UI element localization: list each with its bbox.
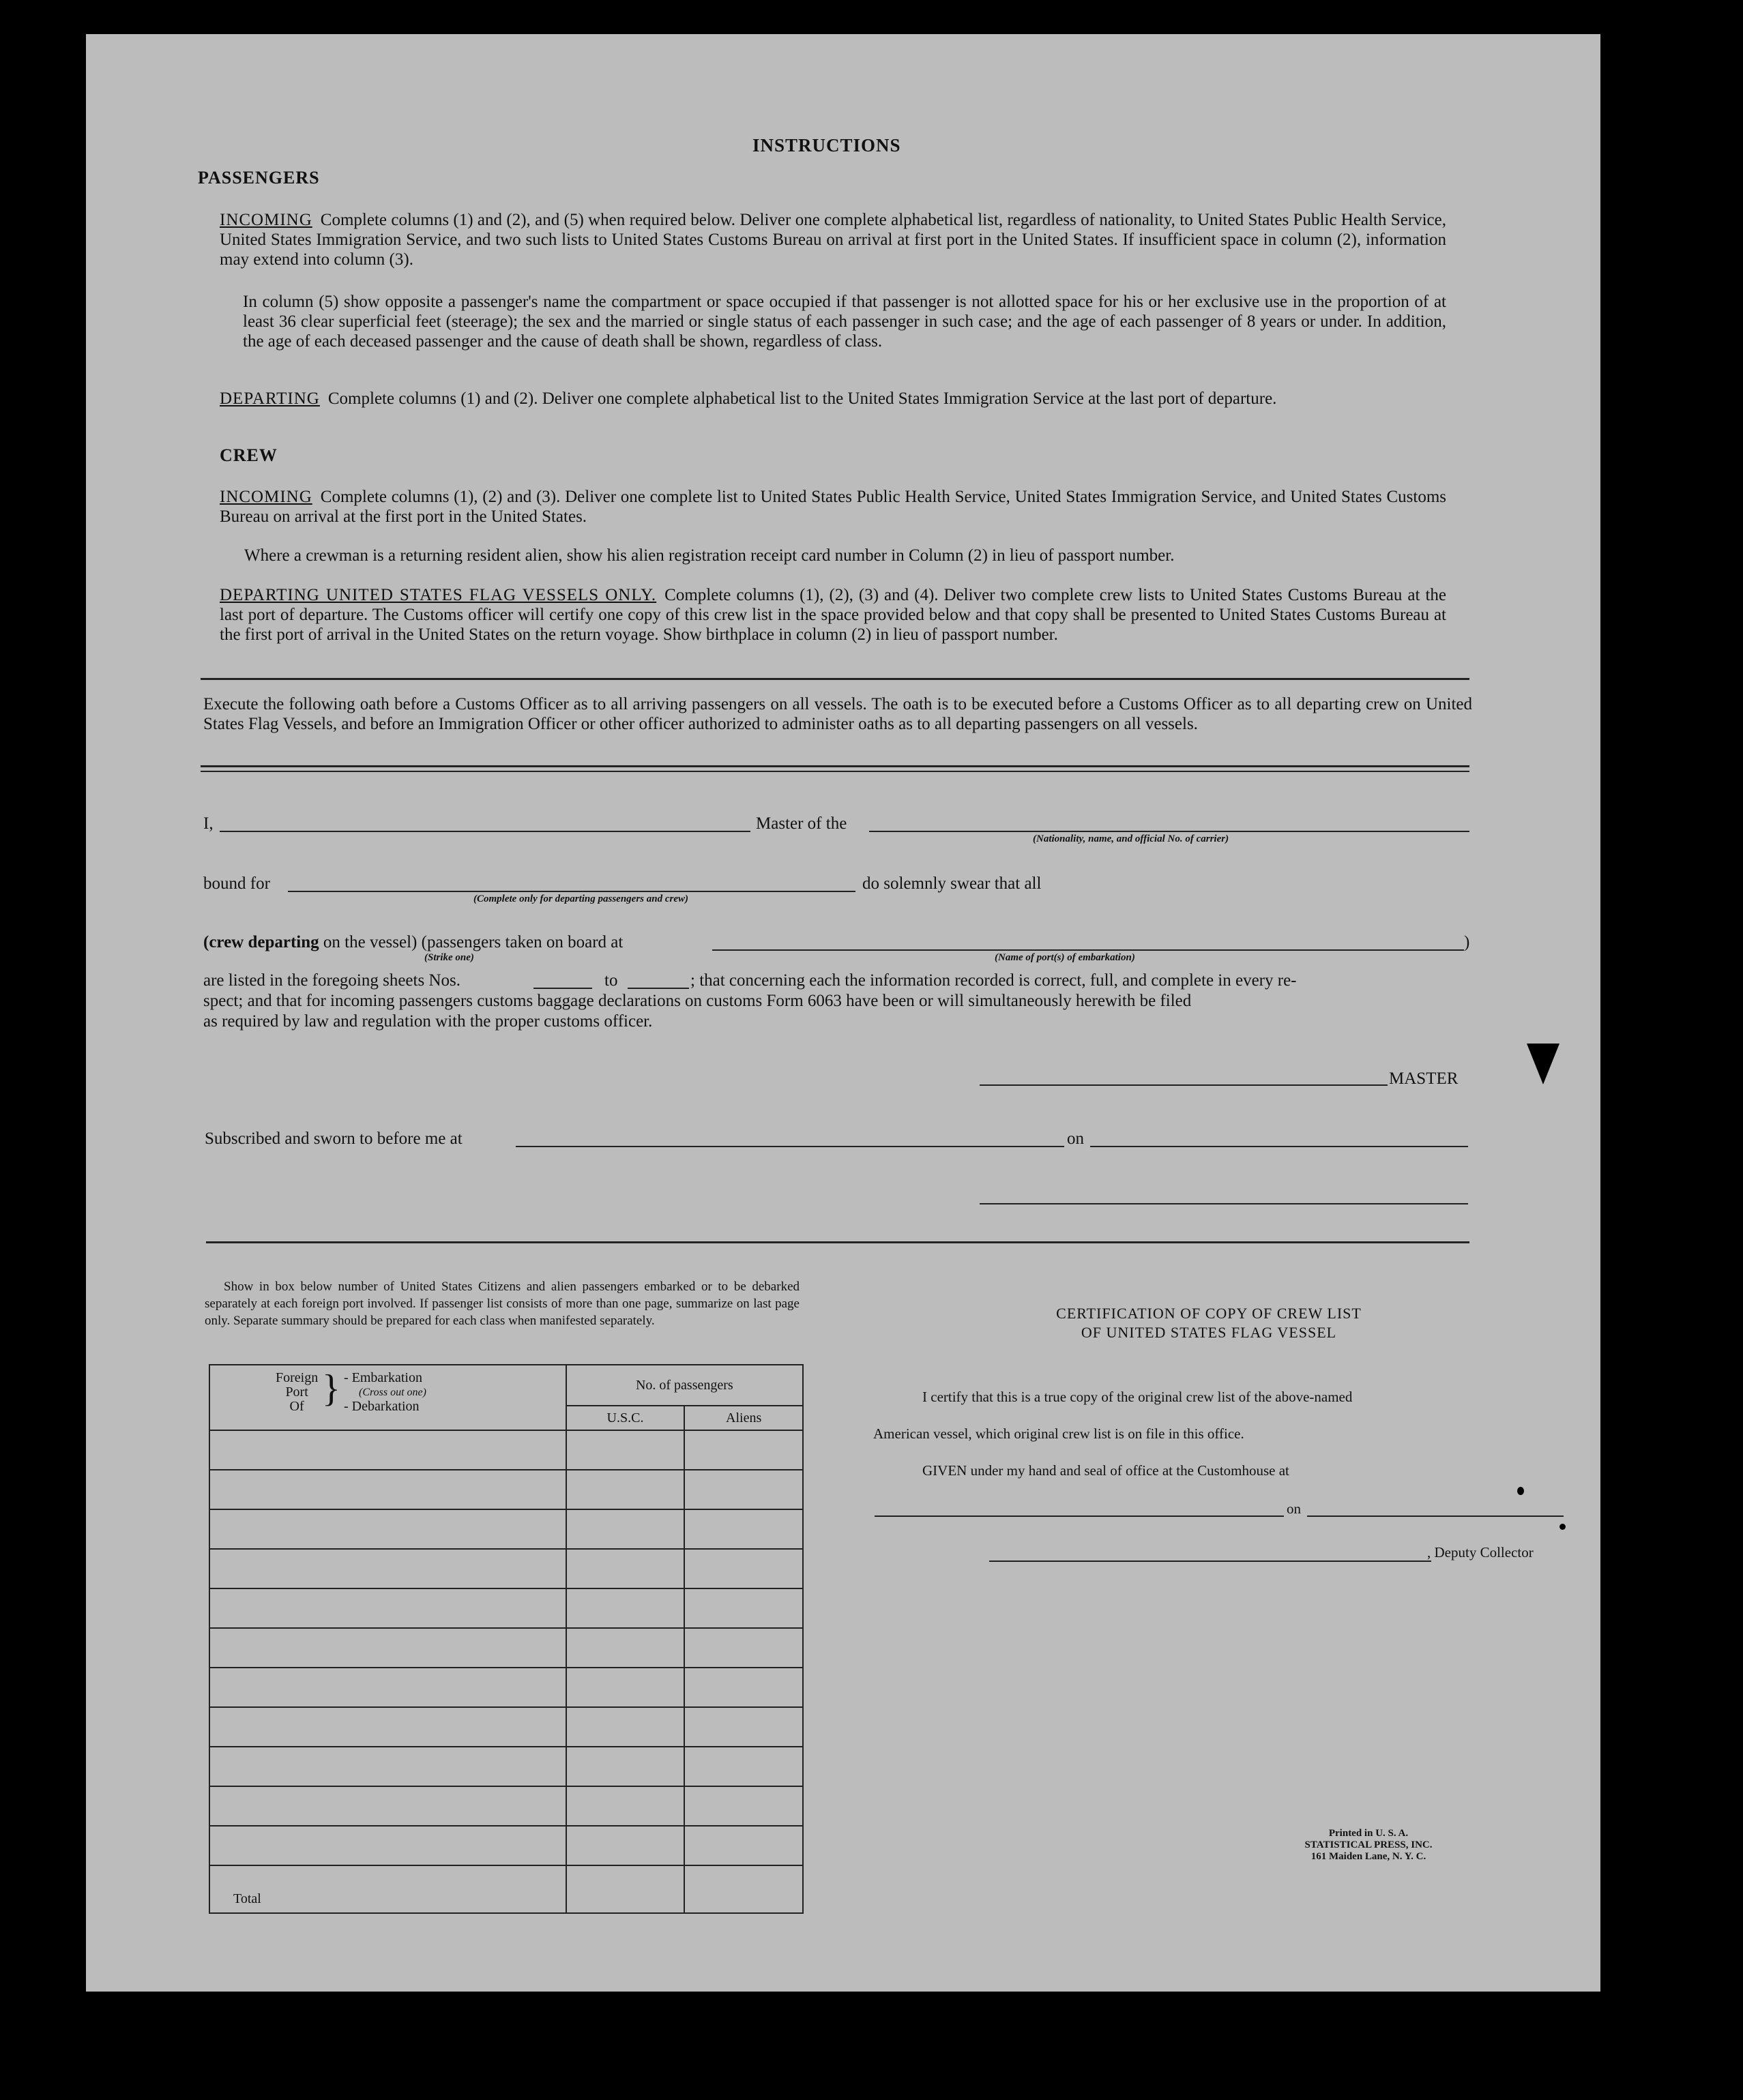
sworn-on-label: on (1067, 1129, 1084, 1148)
total-aliens-cell[interactable] (684, 1865, 803, 1913)
swear-label: do solemnly swear that all (862, 874, 1042, 893)
port-cell[interactable] (209, 1509, 566, 1549)
aliens-cell[interactable] (684, 1747, 803, 1786)
table-row (209, 1470, 803, 1509)
port-cell[interactable] (209, 1707, 566, 1747)
brace-glyph: } (322, 1367, 340, 1410)
table-total-row (209, 1865, 803, 1913)
usc-cell[interactable] (566, 1588, 685, 1628)
certification-line2: American vessel, which original crew list is on file in this office. (873, 1425, 1244, 1442)
table-header-usc: U.S.C. (566, 1406, 685, 1430)
bound-for-caption: (Complete only for departing passengers and crew) (473, 893, 688, 904)
crew-departing-text: Complete columns (1), (2), (3) and (4). Deliver two complete crew lists to United States Customs Bureau at the last port of departure. The Customs officer will certify one copy of this crew list in the space provided below and that copy shall be presented to United States Customs Bureau at the first port of arrival in the United States on the return voyage. Show birthplace in column (2) in lieu of passport number. (220, 586, 1446, 644)
punch-hole-mark (1559, 1524, 1566, 1530)
usc-cell[interactable] (566, 1509, 685, 1549)
divider (201, 771, 1469, 772)
crew-departing-label: DEPARTING UNITED STATES FLAG VESSELS ONLY. (220, 586, 657, 604)
crew-departing-instruction (220, 585, 1446, 645)
customhouse-field[interactable] (875, 1515, 1284, 1517)
usc-cell[interactable] (566, 1707, 685, 1747)
certification-line1: I certify that this is a true copy of the original crew list of the above-named (922, 1389, 1353, 1405)
strike-caption: (Strike one) (424, 952, 474, 963)
carrier-field[interactable] (869, 831, 1469, 832)
aliens-cell[interactable] (684, 1588, 803, 1628)
certification-date-field[interactable] (1307, 1515, 1564, 1517)
usc-cell[interactable] (566, 1628, 685, 1668)
certification-title-line1: CERTIFICATION OF COPY OF CREW LIST (1056, 1305, 1362, 1322)
passengers-incoming-text: Complete columns (1) and (2), and (5) when required below. Deliver one complete alphabetical list, regardless of nationality, to United States Public Health Service, United States Immigration Service, and two such lists to United States Customs Bureau on arrival at first port in the United States. If insufficient space in column (2), information may extend into column (3). (220, 211, 1446, 269)
foreign-port-label: Foreign Port Of (276, 1370, 319, 1414)
table-row (209, 1430, 803, 1470)
table-row (209, 1549, 803, 1588)
punch-hole-mark (1517, 1487, 1524, 1495)
page-title: INSTRUCTIONS (752, 135, 901, 156)
aliens-cell[interactable] (684, 1509, 803, 1549)
certification-on-label: on (1287, 1500, 1301, 1517)
usc-cell[interactable] (566, 1747, 685, 1786)
on-vessel-label: on the vessel) (323, 933, 418, 951)
table-row (209, 1628, 803, 1668)
aliens-cell[interactable] (684, 1668, 803, 1707)
crew-incoming-text: Complete columns (1), (2) and (3). Deliver one complete list to United States Public Health Service, United States Immigration Service, and United States Customs Bureau on arrival at the first port in the United States. (220, 488, 1446, 526)
aliens-cell[interactable] (684, 1628, 803, 1668)
usc-cell[interactable] (566, 1668, 685, 1707)
bound-for-field[interactable] (288, 891, 855, 892)
embarkation-port-field[interactable] (712, 949, 1464, 951)
table-row (209, 1747, 803, 1786)
total-usc-cell[interactable] (566, 1865, 685, 1913)
passenger-summary-table (209, 1364, 804, 1914)
oath-i-label: I, (203, 814, 214, 833)
table-row (209, 1826, 803, 1865)
divider (206, 1241, 1469, 1243)
crew-incoming-instruction (220, 487, 1446, 527)
certification-title-line2: OF UNITED STATES FLAG VESSEL (1081, 1324, 1337, 1341)
usc-cell[interactable] (566, 1430, 685, 1470)
form-page (86, 34, 1600, 1992)
bound-for-label: bound for (203, 874, 270, 893)
usc-cell[interactable] (566, 1549, 685, 1588)
port-cell[interactable] (209, 1628, 566, 1668)
port-cell[interactable] (209, 1430, 566, 1470)
master-label: MASTER (1389, 1069, 1459, 1088)
printer-imprint: Printed in U. S. A. STATISTICAL PRESS, INC. 161 Maiden Lane, N. Y. C. (1304, 1828, 1433, 1862)
master-of-label: Master of the (756, 814, 847, 833)
column5-instruction: In column (5) show opposite a passenger's name the compartment or space occupied if that passenger is not allotted space for his or her exclusive use in the proportion of at least 36 clear superficial feet (steerage); the sex and the married or single status of each passenger in such case; and the age of each passenger of 8 years or under. In addition, the age of each deceased passenger and the cause of death shall be shown, regardless of class. (243, 293, 1446, 351)
deputy-signature-field[interactable] (989, 1561, 1431, 1562)
usc-cell[interactable] (566, 1826, 685, 1865)
passengers-heading: PASSENGERS (198, 168, 320, 188)
aliens-cell[interactable] (684, 1549, 803, 1588)
table-row (209, 1786, 803, 1826)
passengers-incoming-instruction (220, 210, 1446, 269)
total-label: Total (209, 1865, 566, 1913)
divider (201, 765, 1469, 767)
usc-cell[interactable] (566, 1470, 685, 1509)
subscribed-label: Subscribed and sworn to before me at (205, 1129, 463, 1148)
crew-incoming-label: INCOMING (220, 488, 312, 506)
sheet-to-field[interactable] (628, 988, 689, 989)
port-cell[interactable] (209, 1668, 566, 1707)
oath-intro: Execute the following oath before a Customs Officer as to all arriving passengers on all vessels. The oath is to be executed before a Customs Officer as to all departing crew on United States Flag Vessels, and before an Immigration Officer or other officer authorized to administer oaths as to all departing passengers on all vessels. (203, 695, 1472, 733)
sheet-from-field[interactable] (533, 988, 592, 989)
box-instructions: Show in box below number of United States Citizens and alien passengers embarked or to be debarked separately at each foreign port involved. If passenger list consists of more than one page, summarize on last page only. Separate summary should be prepared for each class when manifested separately. (205, 1280, 800, 1328)
table-header-aliens: Aliens (684, 1406, 803, 1430)
port-cell[interactable] (209, 1786, 566, 1826)
sworn-date-field[interactable] (1090, 1146, 1468, 1147)
usc-cell[interactable] (566, 1786, 685, 1826)
table-header-port (209, 1365, 566, 1430)
torn-corner-mark (1527, 1044, 1559, 1084)
embark-debark-labels: - Embarkation (Cross out one) - Debarkation (344, 1370, 426, 1414)
port-caption: (Name of port(s) of embarkation) (995, 952, 1135, 963)
crew-passengers-line (203, 933, 623, 952)
master-signature-field[interactable] (980, 1084, 1388, 1086)
divider (201, 678, 1469, 680)
sheets-label: are listed in the foregoing sheets Nos. (203, 971, 460, 990)
table-row (209, 1707, 803, 1747)
passengers-departing-instruction (220, 389, 1446, 409)
master-name-field[interactable] (220, 831, 750, 832)
crew-resident-instruction: Where a crewman is a returning resident alien, show his alien registration receipt card number in Column (2) in lieu of passport number. (244, 546, 1175, 565)
aliens-cell[interactable] (684, 1826, 803, 1865)
table-row (209, 1588, 803, 1628)
sheets-to-label: to (604, 971, 618, 990)
port-cell[interactable] (209, 1549, 566, 1588)
crew-departing-label: (crew departing (203, 933, 319, 951)
carrier-caption: (Nationality, name, and official No. of carrier) (1033, 833, 1229, 844)
port-cell[interactable] (209, 1588, 566, 1628)
table-row (209, 1668, 803, 1707)
crew-heading: CREW (220, 445, 278, 465)
passengers-incoming-label: INCOMING (220, 211, 312, 229)
passengers-taken-label: (passengers taken on board at (421, 933, 624, 951)
oath-line-2: spect; and that for incoming passengers customs baggage declarations on customs Form 6063 have been or will simultaneously herewith be filed (203, 992, 1192, 1010)
port-cell[interactable] (209, 1470, 566, 1509)
deputy-collector-label: , Deputy Collector (1427, 1544, 1534, 1561)
close-paren: ) (1464, 933, 1470, 951)
oath-line-3: as required by law and regulation with the proper customs officer. (203, 1012, 653, 1031)
certification-line3: GIVEN under my hand and seal of office at the Customhouse at (922, 1462, 1289, 1479)
officer-signature-field[interactable] (980, 1203, 1468, 1204)
port-cell[interactable] (209, 1826, 566, 1865)
passengers-departing-label: DEPARTING (220, 389, 320, 408)
aliens-cell[interactable] (684, 1786, 803, 1826)
sworn-place-field[interactable] (516, 1146, 1064, 1147)
passengers-departing-text: Complete columns (1) and (2). Deliver one complete alphabetical list to the United States Immigration Service at the last port of departure. (327, 389, 1277, 408)
table-row (209, 1509, 803, 1549)
aliens-cell[interactable] (684, 1430, 803, 1470)
table-header-no-passengers: No. of passengers (566, 1365, 803, 1406)
port-cell[interactable] (209, 1747, 566, 1786)
certification-title (868, 1304, 1550, 1342)
aliens-cell[interactable] (684, 1470, 803, 1509)
sheets-text: ; that concerning each the information recorded is correct, full, and complete in every re- (690, 971, 1297, 990)
aliens-cell[interactable] (684, 1707, 803, 1747)
